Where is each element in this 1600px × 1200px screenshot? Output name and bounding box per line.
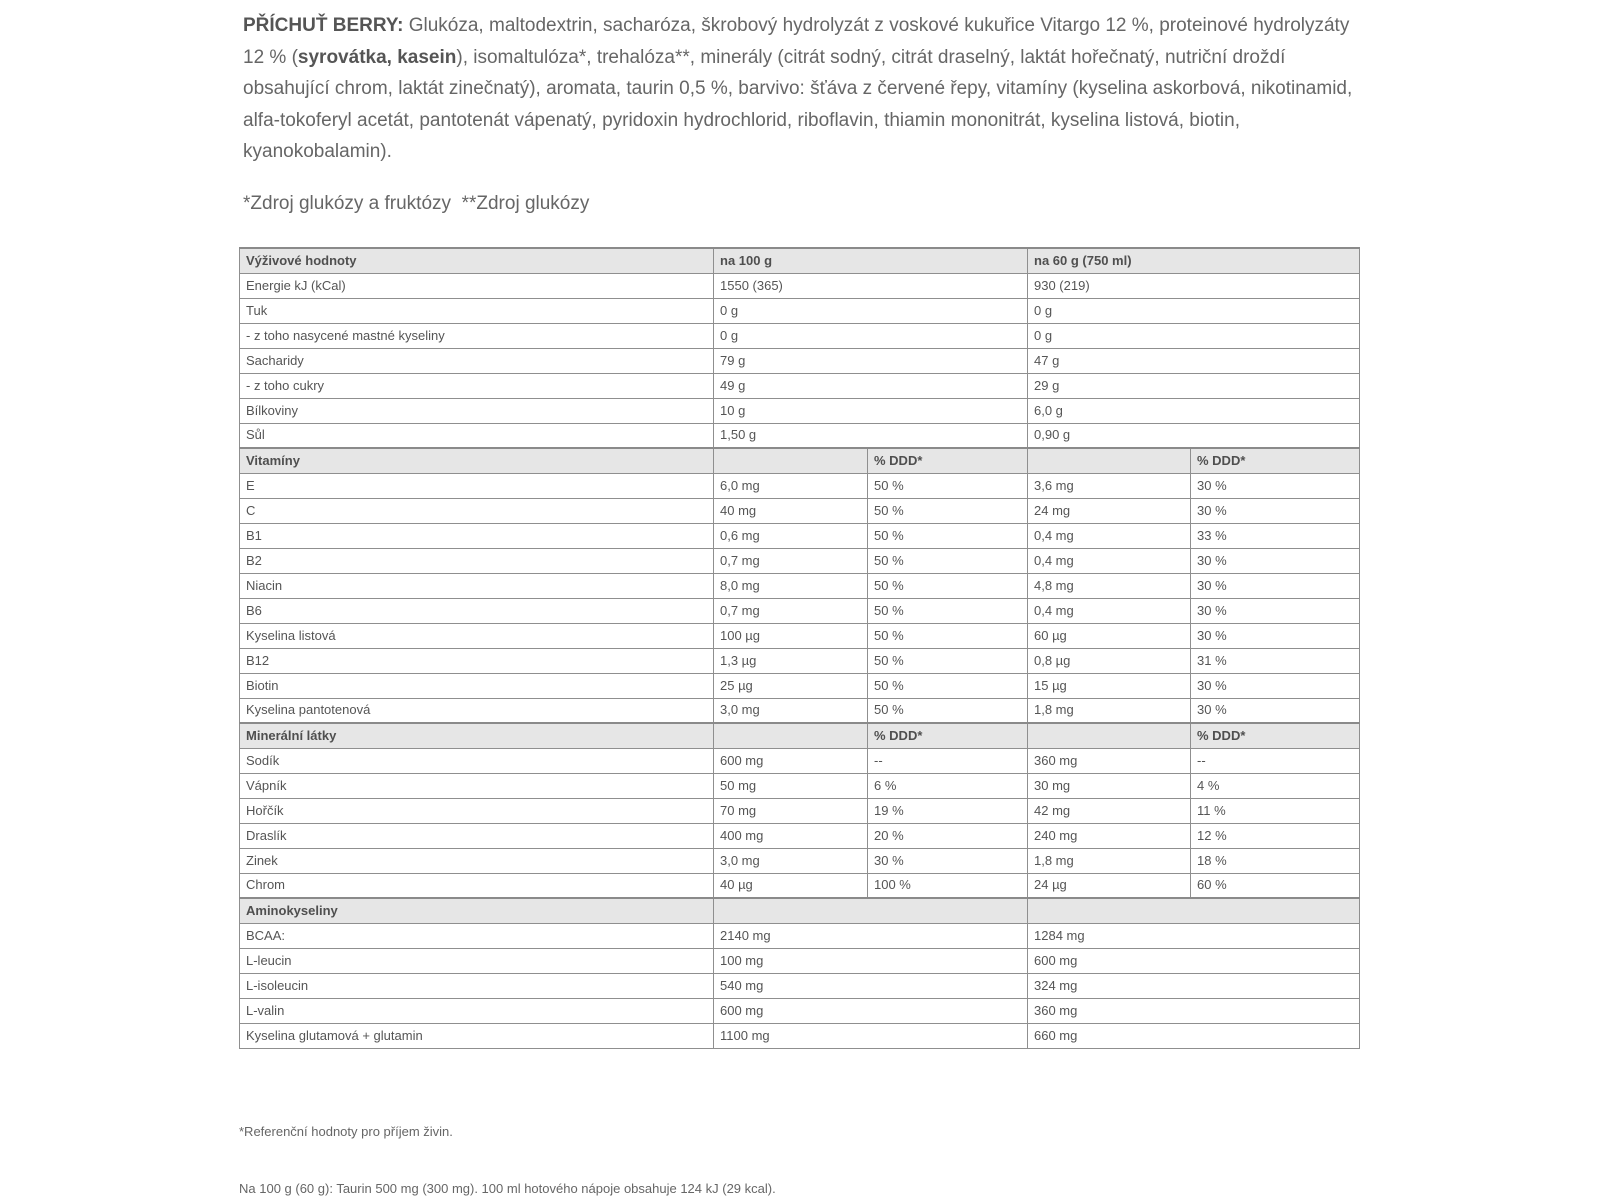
table-cell: 50 % [868, 623, 1028, 648]
table-cell: 0,4 mg [1028, 548, 1191, 573]
table-cell: 47 g [1028, 348, 1360, 373]
table-cell: 0,7 mg [714, 548, 868, 573]
table-cell: 79 g [714, 348, 1028, 373]
table-cell: 40 µg [714, 873, 868, 898]
table-cell: 1550 (365) [714, 273, 1028, 298]
table-row [240, 523, 1360, 548]
table-cell: 10 g [714, 398, 1028, 423]
table-cell: % DDD* [868, 448, 1028, 473]
table-cell: 2140 mg [714, 923, 1028, 948]
table-cell: 29 g [1028, 373, 1360, 398]
table-row [240, 648, 1360, 673]
table-cell: B1 [240, 523, 714, 548]
table-row [240, 673, 1360, 698]
table-cell: B6 [240, 598, 714, 623]
table-cell: 40 mg [714, 498, 868, 523]
table-cell: L-leucin [240, 948, 714, 973]
taurine-note: Na 100 g (60 g): Taurin 500 mg (300 mg). 100 ml hotového nápoje obsahuje 124 kJ (29 kcal). [239, 1181, 776, 1196]
table-cell: 100 % [868, 873, 1028, 898]
table-cell: 540 mg [714, 973, 1028, 998]
table-row [240, 373, 1360, 398]
table-cell: 1284 mg [1028, 923, 1360, 948]
table-cell: 4,8 mg [1028, 573, 1191, 598]
table-cell: 30 % [1191, 698, 1360, 723]
table-cell [714, 448, 868, 473]
table-row [240, 823, 1360, 848]
table-cell: 660 mg [1028, 1023, 1360, 1048]
table-cell: 240 mg [1028, 823, 1191, 848]
table-cell: % DDD* [1191, 723, 1360, 748]
table-cell: 20 % [868, 823, 1028, 848]
allergens-bold: syrovátka, kasein [297, 46, 457, 68]
table-cell: 930 (219) [1028, 273, 1360, 298]
table-cell: B12 [240, 648, 714, 673]
table-cell: 30 % [1191, 473, 1360, 498]
table-cell: 1,3 µg [714, 648, 868, 673]
table-row [240, 623, 1360, 648]
table-cell: 30 % [868, 848, 1028, 873]
table-cell: 30 % [1191, 598, 1360, 623]
table-cell: L-isoleucin [240, 973, 714, 998]
table-cell: Aminokyseliny [240, 898, 714, 923]
table-cell: 11 % [1191, 798, 1360, 823]
table-cell: Vitamíny [240, 448, 714, 473]
table-cell: Draslík [240, 823, 714, 848]
table-cell [714, 898, 1028, 923]
table-cell: 0,90 g [1028, 423, 1360, 448]
table-cell: 0,4 mg [1028, 523, 1191, 548]
minerals-header-row [240, 723, 1360, 748]
table-cell: 600 mg [714, 998, 1028, 1023]
table-cell: 0,6 mg [714, 523, 868, 548]
table-cell: 12 % [1191, 823, 1360, 848]
table-row [240, 348, 1360, 373]
table-cell: Chrom [240, 873, 714, 898]
ingredients-text-1: Glukóza, maltodextrin, sacharóza, škrobový hydrolyzát z voskové kukuřice Vitargo 12 %, proteinové hydrolyzáty 12 % ( [243, 15, 1350, 68]
table-cell: 100 µg [714, 623, 868, 648]
table-cell: 600 mg [714, 748, 868, 773]
table-cell [714, 723, 868, 748]
table-row [240, 573, 1360, 598]
table-row [240, 948, 1360, 973]
table-cell [1028, 448, 1191, 473]
table-cell: 0 g [714, 323, 1028, 348]
table-cell: % DDD* [1191, 448, 1360, 473]
table-cell: na 60 g (750 ml) [1028, 248, 1360, 273]
table-row [240, 773, 1360, 798]
table-cell: 0,4 mg [1028, 598, 1191, 623]
table-cell: 33 % [1191, 523, 1360, 548]
table-cell: 30 % [1191, 548, 1360, 573]
table-cell: 360 mg [1028, 748, 1191, 773]
table-cell: 25 µg [714, 673, 868, 698]
table-cell: 6,0 g [1028, 398, 1360, 423]
table-cell: B2 [240, 548, 714, 573]
table-cell: 50 % [868, 698, 1028, 723]
table-cell: Kyselina glutamová + glutamin [240, 1023, 714, 1048]
table-cell: 49 g [714, 373, 1028, 398]
table-cell: 42 mg [1028, 798, 1191, 823]
table-cell: E [240, 473, 714, 498]
table-cell: 50 % [868, 548, 1028, 573]
table-cell: 50 % [868, 473, 1028, 498]
table-cell: C [240, 498, 714, 523]
table-cell: 30 mg [1028, 773, 1191, 798]
table-cell: 0,8 µg [1028, 648, 1191, 673]
table-cell: -- [1191, 748, 1360, 773]
table-cell: 6 % [868, 773, 1028, 798]
table-cell: Sůl [240, 423, 714, 448]
vitamins-header-row [240, 448, 1360, 473]
table-cell: 19 % [868, 798, 1028, 823]
nutrition-table [239, 247, 1360, 1049]
table-row [240, 923, 1360, 948]
table-cell: 50 % [868, 523, 1028, 548]
ingredients-paragraph [243, 10, 1373, 168]
table-cell: - z toho nasycené mastné kyseliny [240, 323, 714, 348]
table-row [240, 598, 1360, 623]
table-cell: 50 % [868, 573, 1028, 598]
table-cell: Energie kJ (kCal) [240, 273, 714, 298]
table-cell: Vápník [240, 773, 714, 798]
table-cell: 600 mg [1028, 948, 1360, 973]
table-cell: % DDD* [868, 723, 1028, 748]
table-cell: Kyselina listová [240, 623, 714, 648]
table-cell: 0,7 mg [714, 598, 868, 623]
table-cell: 324 mg [1028, 973, 1360, 998]
table-cell: BCAA: [240, 923, 714, 948]
reference-footnote: *Referenční hodnoty pro příjem živin. [239, 1124, 453, 1139]
table-cell: 30 % [1191, 573, 1360, 598]
table-row [240, 848, 1360, 873]
table-cell: 70 mg [714, 798, 868, 823]
table-cell: 0 g [714, 298, 1028, 323]
table-cell: 6,0 mg [714, 473, 868, 498]
table-row [240, 423, 1360, 448]
table-cell: 50 % [868, 598, 1028, 623]
table-cell: 400 mg [714, 823, 868, 848]
amino-header-row [240, 898, 1360, 923]
table-cell: 3,0 mg [714, 848, 868, 873]
table-cell: 0 g [1028, 298, 1360, 323]
table-row [240, 798, 1360, 823]
table-cell: 60 µg [1028, 623, 1191, 648]
table-cell: 24 µg [1028, 873, 1191, 898]
table-cell: Kyselina pantotenová [240, 698, 714, 723]
table-cell: 18 % [1191, 848, 1360, 873]
table-row [240, 323, 1360, 348]
table-row [240, 998, 1360, 1023]
table-cell: Niacin [240, 573, 714, 598]
table-cell: Biotin [240, 673, 714, 698]
table-cell: 3,0 mg [714, 698, 868, 723]
table-cell: 8,0 mg [714, 573, 868, 598]
table-cell: 3,6 mg [1028, 473, 1191, 498]
table-cell: 4 % [1191, 773, 1360, 798]
table-cell: 60 % [1191, 873, 1360, 898]
table-cell: 50 mg [714, 773, 868, 798]
table-cell: Minerální látky [240, 723, 714, 748]
nutrition-header-row [240, 248, 1360, 273]
table-cell: 31 % [1191, 648, 1360, 673]
table-cell: 24 mg [1028, 498, 1191, 523]
table-row [240, 498, 1360, 523]
table-cell: -- [868, 748, 1028, 773]
table-row [240, 473, 1360, 498]
table-cell: 100 mg [714, 948, 1028, 973]
table-row [240, 748, 1360, 773]
table-row [240, 548, 1360, 573]
table-cell: 30 % [1191, 673, 1360, 698]
table-cell: 0 g [1028, 323, 1360, 348]
table-cell: L-valin [240, 998, 714, 1023]
table-cell: 50 % [868, 673, 1028, 698]
table-row [240, 973, 1360, 998]
table-cell: 50 % [868, 498, 1028, 523]
table-row [240, 273, 1360, 298]
table-cell [1028, 898, 1360, 923]
ingredients-text-2: ), isomaltulóza*, trehalóza**, minerály (citrát sodný, citrát draselný, laktát hořečnatý, nutriční droždí obsahující chrom, laktát zinečnatý), aromata, taurin 0,5 %, barvivo: šťáva z červené řepy, vitamíny (kyselina askorbová, nikotinamid, alfa-tokoferyl acetát, pantotenát vápenatý, pyridoxin hydrochlorid, riboflavin, thiamin mononitrát, kyselina listová, biotin, kyanokobalamin). [243, 46, 1353, 162]
table-cell: Tuk [240, 298, 714, 323]
table-row [240, 298, 1360, 323]
table-cell: Bílkoviny [240, 398, 714, 423]
table-cell: 360 mg [1028, 998, 1360, 1023]
table-cell: - z toho cukry [240, 373, 714, 398]
table-cell: 1,50 g [714, 423, 1028, 448]
table-cell: 1,8 mg [1028, 848, 1191, 873]
table-row [240, 398, 1360, 423]
table-row [240, 1023, 1360, 1048]
table-cell: 1,8 mg [1028, 698, 1191, 723]
table-cell: Hořčík [240, 798, 714, 823]
table-cell: Sodík [240, 748, 714, 773]
table-cell: na 100 g [714, 248, 1028, 273]
table-cell: 15 µg [1028, 673, 1191, 698]
table-cell: 30 % [1191, 623, 1360, 648]
table-cell: 30 % [1191, 498, 1360, 523]
table-cell: 1100 mg [714, 1023, 1028, 1048]
table-cell: 50 % [868, 648, 1028, 673]
sources-footnote: *Zdroj glukózy a fruktózy **Zdroj glukózy [243, 193, 590, 214]
table-row [240, 698, 1360, 723]
table-cell: Sacharidy [240, 348, 714, 373]
table-row [240, 873, 1360, 898]
table-cell: Výživové hodnoty [240, 248, 714, 273]
flavor-heading: PŘÍCHUŤ BERRY: [243, 15, 404, 36]
table-cell [1028, 723, 1191, 748]
table-cell: Zinek [240, 848, 714, 873]
